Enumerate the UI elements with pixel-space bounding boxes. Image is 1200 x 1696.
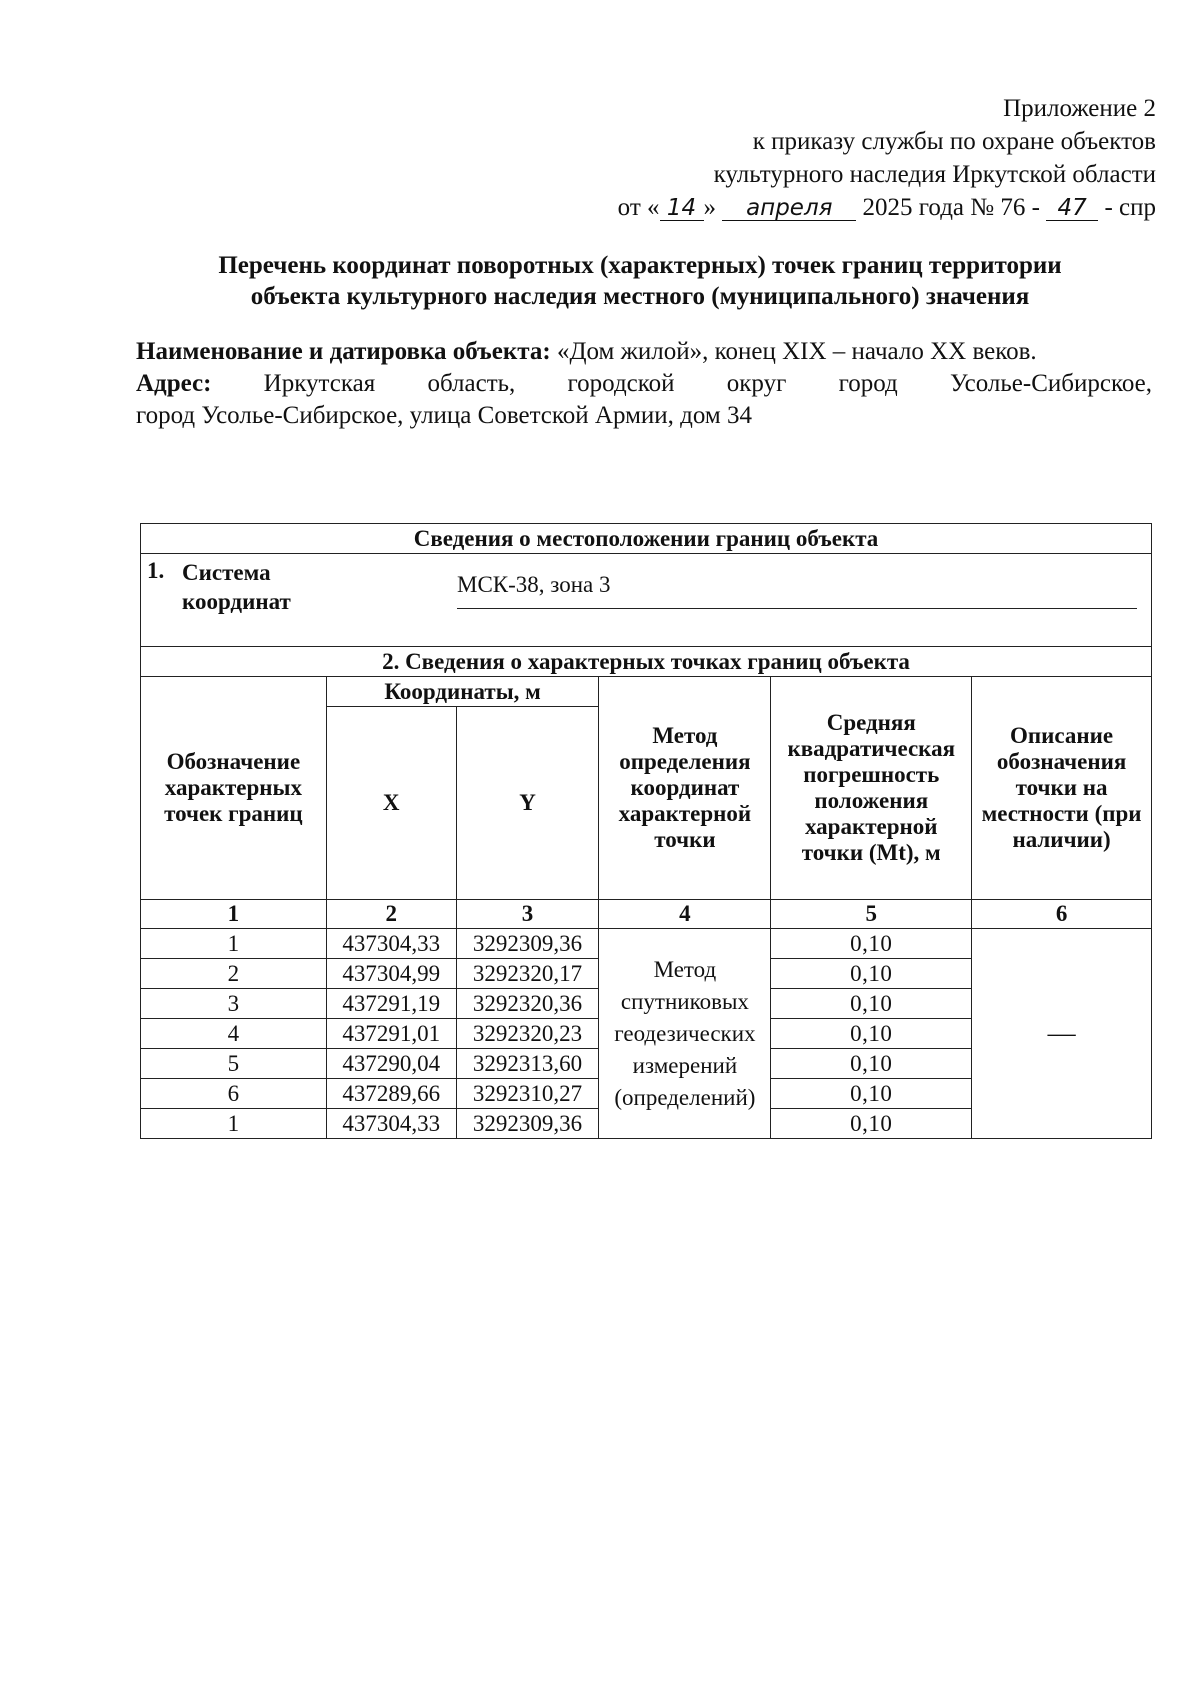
column-number: 2: [326, 900, 456, 929]
y-cell: 3292313,60: [456, 1049, 599, 1079]
title-line-2: объекта культурного наследия местного (муниципального) значения: [250, 283, 1030, 310]
mt-cell: 0,10: [771, 1109, 972, 1139]
address-word: город: [838, 370, 898, 397]
col-x-header: X: [326, 707, 456, 900]
handwritten-order-number: 47: [1046, 196, 1098, 221]
col-y-header: Y: [456, 707, 599, 900]
handwritten-month: апреля: [722, 196, 856, 221]
y-cell: 3292309,36: [456, 1109, 599, 1139]
mt-cell: 0,10: [771, 1079, 972, 1109]
system-label: [182, 558, 291, 616]
date-year-text: 2025 года № 76 -: [862, 194, 1040, 221]
address-word: городской: [567, 370, 675, 397]
x-cell: 437289,66: [326, 1079, 456, 1109]
point-cell: 5: [141, 1049, 327, 1079]
mt-cell: 0,10: [771, 989, 972, 1019]
point-cell: 1: [141, 1109, 327, 1139]
point-cell: 3: [141, 989, 327, 1019]
coordinate-system-cell: [141, 554, 1152, 647]
point-cell: 4: [141, 1019, 327, 1049]
address-line-2: город Усолье-Сибирское, улица Советской Армии, дом 34: [136, 402, 752, 429]
address-word: область,: [427, 370, 516, 397]
date-quote-close: »: [703, 194, 717, 221]
x-cell: 437304,33: [326, 929, 456, 959]
x-cell: 437291,01: [326, 1019, 456, 1049]
y-cell: 3292310,27: [456, 1079, 599, 1109]
address-word: округ: [726, 370, 787, 397]
object-name-label: Наименование и датировка объекта:: [136, 338, 551, 365]
col-method-header: Метод определения координат характерной точки: [599, 677, 771, 900]
y-cell: 3292320,17: [456, 959, 599, 989]
system-underline: [457, 608, 1137, 609]
column-number: 5: [771, 900, 972, 929]
appendix-header: [618, 92, 1156, 224]
title-line-1: Перечень координат поворотных (характерных) точек границ территории: [218, 252, 1062, 279]
order-suffix: - спр: [1104, 194, 1156, 221]
column-number-row: [141, 900, 1152, 929]
table-row: [141, 929, 1152, 959]
appendix-order-line: к приказу службы по охране объектов: [752, 128, 1156, 155]
address-label: Адрес:: [136, 370, 212, 397]
object-name-line: [136, 336, 1152, 368]
object-info: [136, 336, 1152, 432]
column-number: 3: [456, 900, 599, 929]
description-cell: —: [972, 929, 1152, 1139]
column-number: 4: [599, 900, 771, 929]
mt-cell: 0,10: [771, 1049, 972, 1079]
point-cell: 2: [141, 959, 327, 989]
system-label-line-1: Система: [182, 560, 271, 585]
col-designation-header: Обозначение характерных точек границ: [141, 677, 327, 900]
x-cell: 437304,33: [326, 1109, 456, 1139]
appendix-authority-line: культурного наследия Иркутской области: [713, 161, 1156, 188]
y-cell: 3292309,36: [456, 929, 599, 959]
section-title-cell: Сведения о местоположении границ объекта: [141, 524, 1152, 554]
object-name-value: «Дом жилой», конец XIX – начало XX веков.: [556, 338, 1037, 365]
mt-cell: 0,10: [771, 1019, 972, 1049]
handwritten-day: 14: [660, 196, 704, 221]
coordinates-table: [140, 523, 1152, 1139]
col-coords-header: Координаты, м: [326, 677, 599, 707]
address-line-1: [136, 368, 1152, 400]
point-cell: 1: [141, 929, 327, 959]
mt-cell: 0,10: [771, 929, 972, 959]
document-title: [130, 250, 1150, 312]
col-error-header: Средняя квадратическая погрешность положения характерной точки (Mt), м: [771, 677, 972, 900]
point-cell: 6: [141, 1079, 327, 1109]
appendix-date-line: [618, 191, 1156, 224]
address-word: Усолье-Сибирское,: [949, 370, 1152, 397]
method-cell: Метод спутниковых геодезических измерений (определений): [599, 929, 771, 1139]
system-label-line-2: координат: [182, 589, 291, 614]
y-cell: 3292320,23: [456, 1019, 599, 1049]
system-value: МСК-38, зона 3: [457, 572, 611, 597]
date-prefix: от «: [617, 194, 660, 221]
x-cell: 437290,04: [326, 1049, 456, 1079]
x-cell: 437291,19: [326, 989, 456, 1019]
column-number: 1: [141, 900, 327, 929]
col-description-header: Описание обозначения точки на местности (при наличии): [972, 677, 1152, 900]
mt-cell: 0,10: [771, 959, 972, 989]
appendix-title: Приложение 2: [1003, 95, 1156, 122]
address-word: Иркутская: [263, 370, 376, 397]
x-cell: 437304,99: [326, 959, 456, 989]
y-cell: 3292320,36: [456, 989, 599, 1019]
column-number: 6: [972, 900, 1152, 929]
system-number: 1.: [147, 558, 165, 583]
points-title-cell: 2. Сведения о характерных точках границ объекта: [141, 647, 1152, 677]
